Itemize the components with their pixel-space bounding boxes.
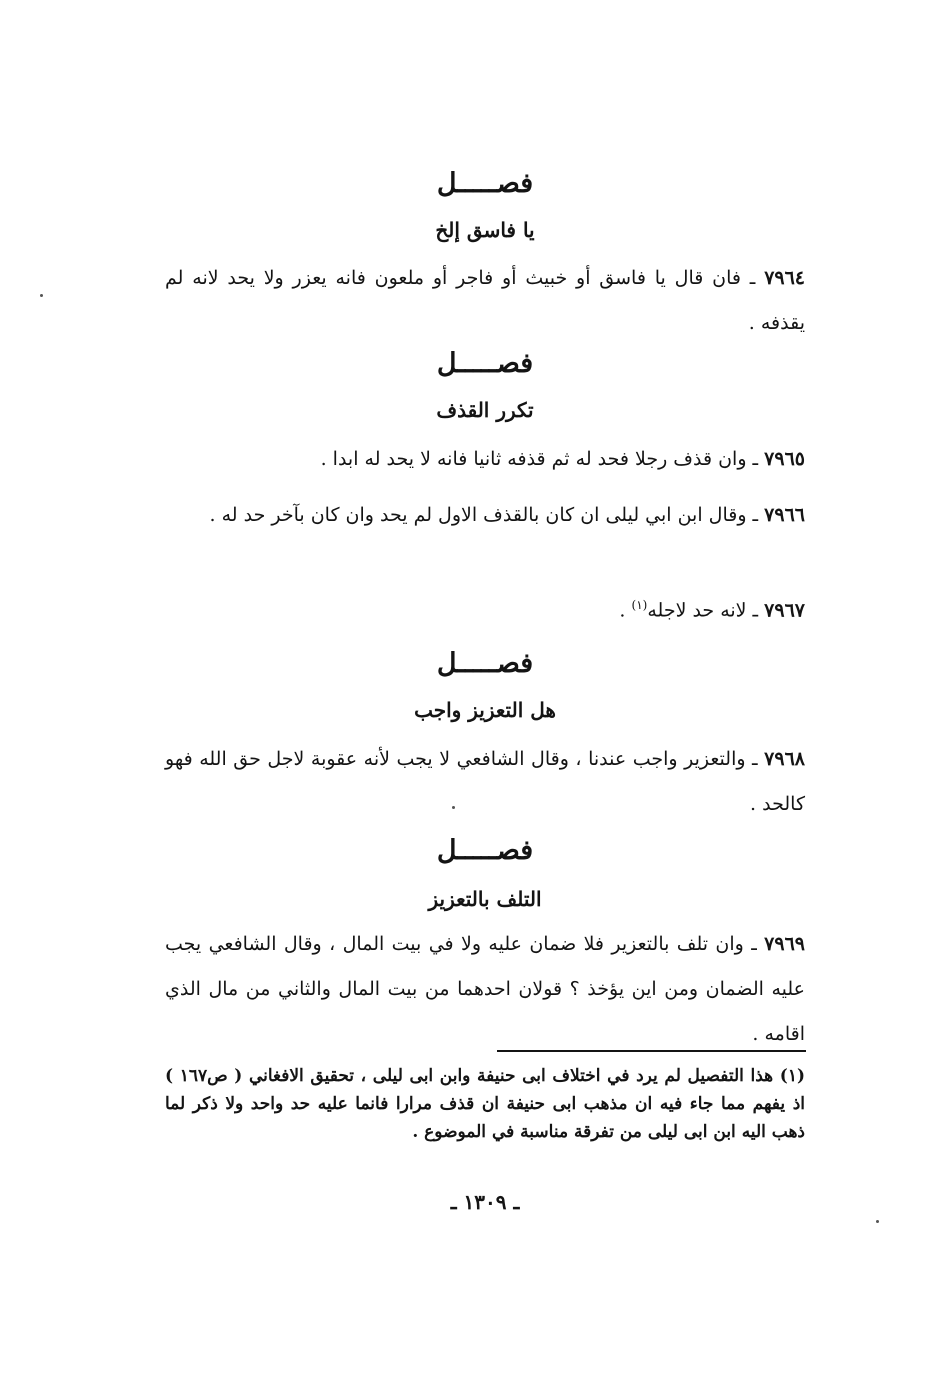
paragraph	[165, 737, 805, 827]
paragraph	[165, 493, 805, 538]
section-heading-fasl: فصـــــل	[436, 348, 534, 379]
footnote-separator	[497, 1050, 806, 1052]
section-title: هل التعزيز واجب	[414, 698, 556, 722]
scan-speck	[40, 294, 43, 297]
scan-speck	[452, 806, 455, 809]
paragraph-text: ـ فان قال يا فاسق أو خبيث أو فاجر أو ملعون فانه يعزر ولا يحد لانه لم يقذفه .	[165, 267, 805, 334]
paragraph-tail: .	[619, 599, 632, 622]
paragraph	[165, 437, 805, 482]
paragraph	[165, 583, 805, 633]
scan-speck	[876, 1220, 879, 1223]
paragraph-number: ٧٩٦٩	[764, 933, 805, 955]
section-title: يا فاسق إلخ	[435, 218, 535, 242]
paragraph	[165, 256, 805, 346]
paragraph-text: ـ وان تلف بالتعزير فلا ضمان عليه ولا في بيت المال ، وقال الشافعي يجب عليه الضمان ومن اين يؤخذ ؟ قولان احدهما من بيت المال والثاني من مال الذي اقامه .	[165, 933, 805, 1045]
section-title: تكرر القذف	[436, 398, 534, 422]
paragraph-number: ٧٩٦٨	[764, 748, 805, 770]
paragraph-text: ـ لانه حد لاجله	[647, 599, 759, 622]
paragraph-text: ـ والتعزير واجب عندنا ، وقال الشافعي لا يجب لأنه عقوبة لاجل حق الله فهو كالحد .	[165, 748, 805, 815]
paragraph-number: ٧٩٦٧	[764, 599, 805, 622]
paragraph-text: ـ وقال ابن ابي ليلى ان كان بالقذف الاول لم يحد وان كان بآخر حد له .	[209, 504, 759, 526]
paragraph	[165, 922, 805, 1057]
paragraph-number: ٧٩٦٥	[764, 448, 805, 470]
page-number: ـ ١٣٠٩ ـ	[450, 1190, 520, 1214]
footnote: (١) هذا التفصيل لم يرد في اختلاف ابى حنيفة وابن ابى ليلى ، تحقيق الافغاني ( ص١٦٧ ) اذ يفهم مما جاء فيه ان مذهب ابى حنيفة ان قذف مرارا فانما عليه حد واحد ولا ذكر لما ذهب اليه ابن ابى ليلى من تفرقة مناسبة في الموضوع .	[165, 1066, 805, 1142]
section-title: التلف بالتعزيز	[428, 887, 542, 911]
section-heading-fasl: فصـــــل	[436, 648, 534, 679]
section-heading-fasl: فصـــــل	[436, 168, 534, 199]
paragraph-text: ـ وان قذف رجلا فحد له ثم قذفه ثانيا فانه لا يحد له ابدا .	[320, 448, 759, 470]
section-heading-fasl: فصـــــل	[436, 835, 534, 866]
paragraph-number: ٧٩٦٦	[764, 504, 805, 526]
paragraph-number: ٧٩٦٤	[764, 267, 806, 289]
footnote-marker: (١)	[631, 598, 648, 612]
